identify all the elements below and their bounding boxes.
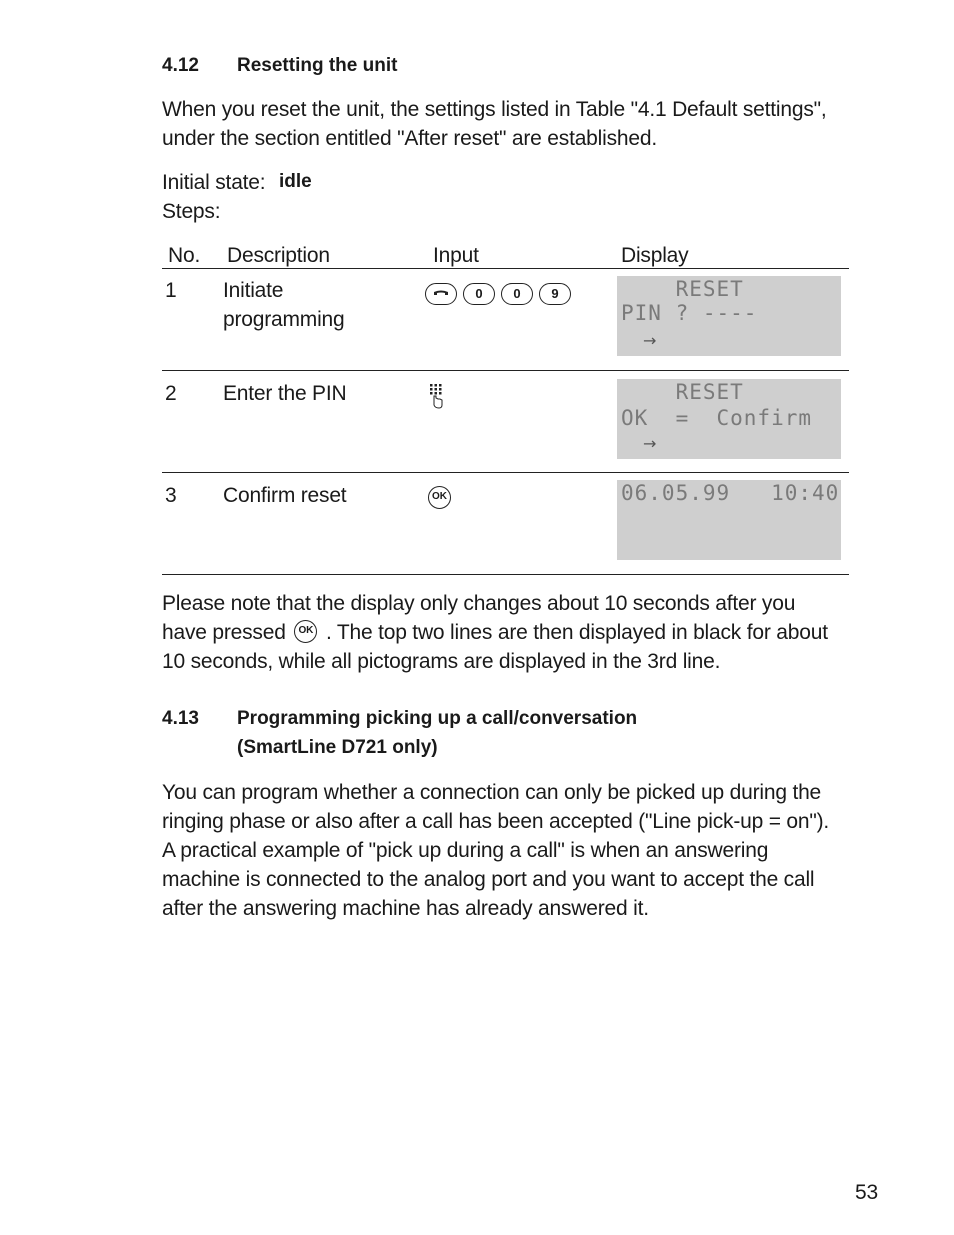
ok-key-icon: OK — [294, 620, 317, 643]
row-3-display — [617, 480, 841, 560]
body-line-3: A practical example of "pick up during a call" is when an answering — [162, 839, 769, 862]
section-2-title-line-2: (SmartLine D721 only) — [237, 737, 438, 758]
row-3-input — [428, 486, 451, 509]
header-display: Display — [621, 244, 689, 267]
ok-key-icon: OK — [428, 486, 451, 509]
note-line-3: 10 seconds, while all pictograms are displayed in the 3rd line. — [162, 650, 721, 673]
row-3-display-line-1: 06.05.99 10:40 — [621, 481, 840, 505]
row-2-display — [617, 379, 841, 459]
row-2-description: Enter the PIN — [223, 382, 347, 405]
row-3-description: Confirm reset — [223, 484, 347, 507]
body-line-1: You can program whether a connection can only be picked up during the — [162, 781, 822, 804]
digit-key-0-second: 0 — [501, 283, 533, 305]
row-2-display-line-1: RESET — [621, 380, 744, 404]
arrow-icon: → — [643, 434, 657, 453]
note-line-1: Please note that the display only changes about 10 seconds after you — [162, 592, 796, 615]
intro-line-2: under the section entitled "After reset" are established. — [162, 127, 657, 150]
body-line-5: after the answering machine has already answered it. — [162, 897, 649, 920]
handset-key-icon — [425, 283, 457, 305]
section-number: 4.12 — [162, 55, 199, 76]
row-1-rule — [162, 370, 849, 371]
header-no: No. — [168, 244, 201, 267]
row-3-number: 3 — [165, 484, 177, 507]
row-2-display-line-2: OK = Confirm — [621, 406, 813, 430]
page-number: 53 — [855, 1181, 878, 1204]
body-line-4: machine is connected to the analog port and you want to accept the call — [162, 868, 815, 891]
header-rule — [162, 268, 849, 269]
note-line-2 — [162, 618, 828, 647]
row-2-rule — [162, 472, 849, 473]
row-1-number: 1 — [165, 279, 177, 302]
row-1-display-line-2: PIN ? ---- — [621, 301, 758, 325]
table-bottom-rule — [162, 574, 849, 575]
row-2-number: 2 — [165, 382, 177, 405]
header-description: Description — [227, 244, 330, 267]
section-2-number: 4.13 — [162, 708, 199, 729]
row-1-description-line-1: Initiate — [223, 279, 284, 302]
row-1-display — [617, 276, 841, 356]
intro-line-1: When you reset the unit, the settings listed in Table "4.1 Default settings", — [162, 98, 827, 121]
row-1-input — [425, 283, 577, 305]
initial-state-value: idle — [279, 171, 312, 192]
digit-key-0: 0 — [463, 283, 495, 305]
digit-key-9: 9 — [539, 283, 571, 305]
header-input: Input — [433, 244, 479, 267]
steps-label: Steps: — [162, 200, 221, 223]
row-1-description-line-2: programming — [223, 308, 345, 331]
body-line-2: ringing phase or also after a call has been accepted ("Line pick-up = on"). — [162, 810, 830, 833]
section-title: Resetting the unit — [237, 55, 398, 76]
section-2-title-line-1: Programming picking up a call/conversation — [237, 708, 638, 729]
row-1-display-line-1: RESET — [621, 277, 744, 301]
keypad-icon — [429, 383, 445, 414]
note-line-2-pre: have pressed — [162, 621, 286, 644]
note-line-2-post: . The top two lines are then displayed in black for about — [325, 621, 828, 644]
initial-state-label: Initial state: — [162, 171, 266, 194]
arrow-icon: → — [643, 331, 657, 350]
